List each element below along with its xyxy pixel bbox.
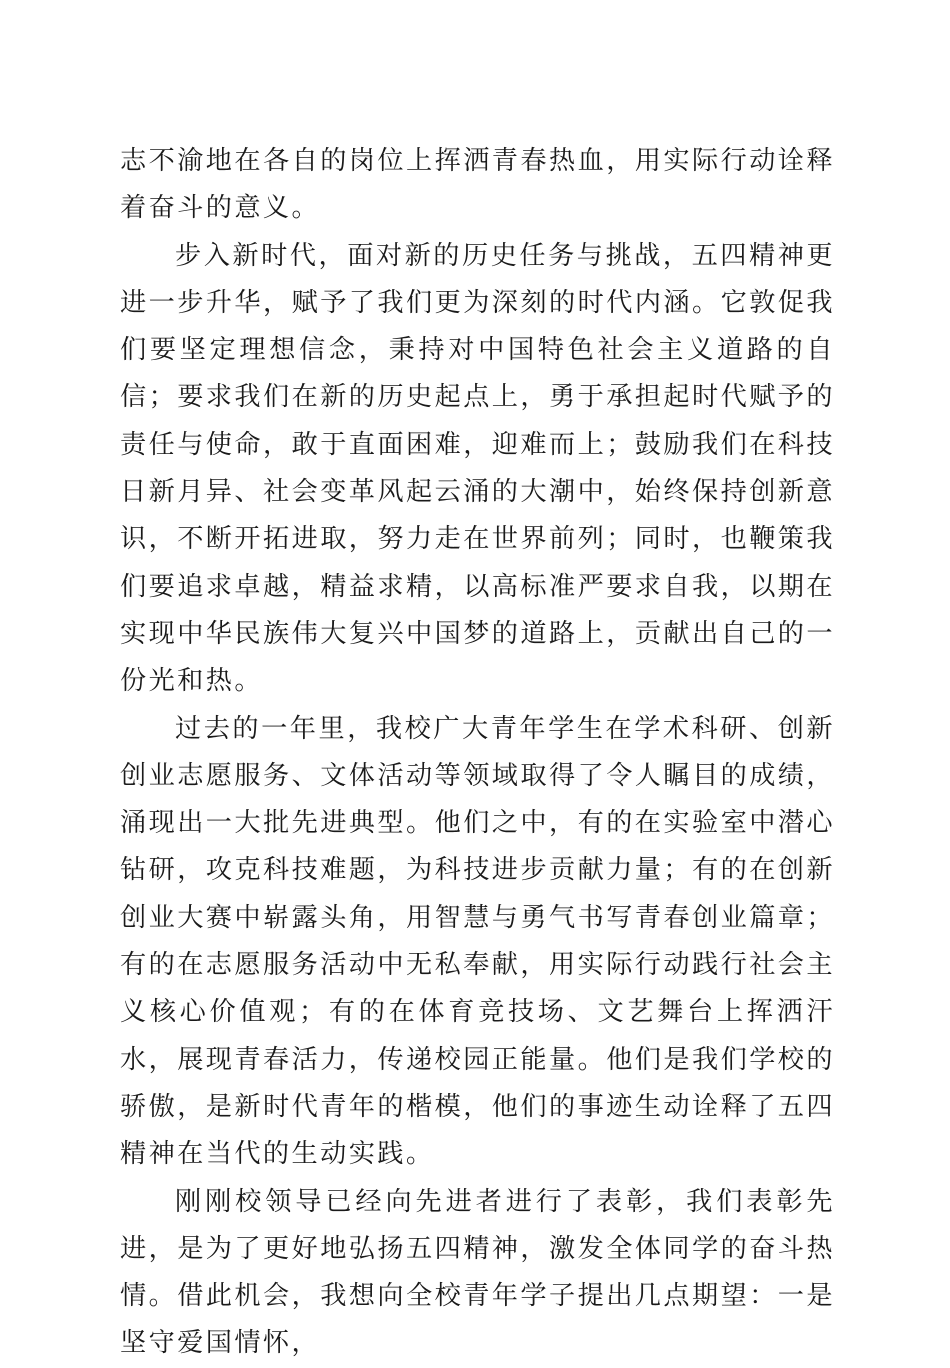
paragraph-continuation: 志不渝地在各自的岗位上挥洒青春热血，用实际行动诠释着奋斗的意义。 xyxy=(120,146,835,224)
paragraph-expectations: 刚刚校领导已经向先进者进行了表彰，我们表彰先进，是为了更好地弘扬五四精神，激发全体同学的奋斗热情。借此机会，我想向全校青年学子提出几点期望：一是坚守爱国情怀， xyxy=(120,1186,835,1359)
paragraph-new-era: 步入新时代，面对新的历史任务与挑战，五四精神更进一步升华，赋予了我们更为深刻的时代内涵。它敦促我们要坚定理想信念，秉持对中国特色社会主义道路的自信；要求我们在新的历史起点上，勇于承担起时代赋予的责任与使命，敢于直面困难，迎难而上；鼓励我们在科技日新月异、社会变革风起云涌的大潮中，始终保持创新意识，不断开拓进取，努力走在世界前列；同时，也鞭策我们要追求卓越，精益求精，以高标准严要求自我，以期在实现中华民族伟大复兴中国梦的道路上，贡献出自己的一份光和热。 xyxy=(120,240,835,697)
document-body xyxy=(120,138,835,1368)
paragraph-achievements: 过去的一年里，我校广大青年学生在学术科研、创新创业志愿服务、文体活动等领域取得了令人瞩目的成绩，涌现出一大批先进典型。他们之中，有的在实验室中潜心钻研，攻克科技难题，为科技进步贡献力量；有的在创新创业大赛中崭露头角，用智慧与勇气书写青春创业篇章；有的在志愿服务活动中无私奉献，用实际行动践行社会主义核心价值观；有的在体育竞技场、文艺舞台上挥洒汗水，展现青春活力，传递校园正能量。他们是我们学校的骄傲，是新时代青年的楷模，他们的事迹生动诠释了五四精神在当代的生动实践。 xyxy=(120,713,835,1170)
